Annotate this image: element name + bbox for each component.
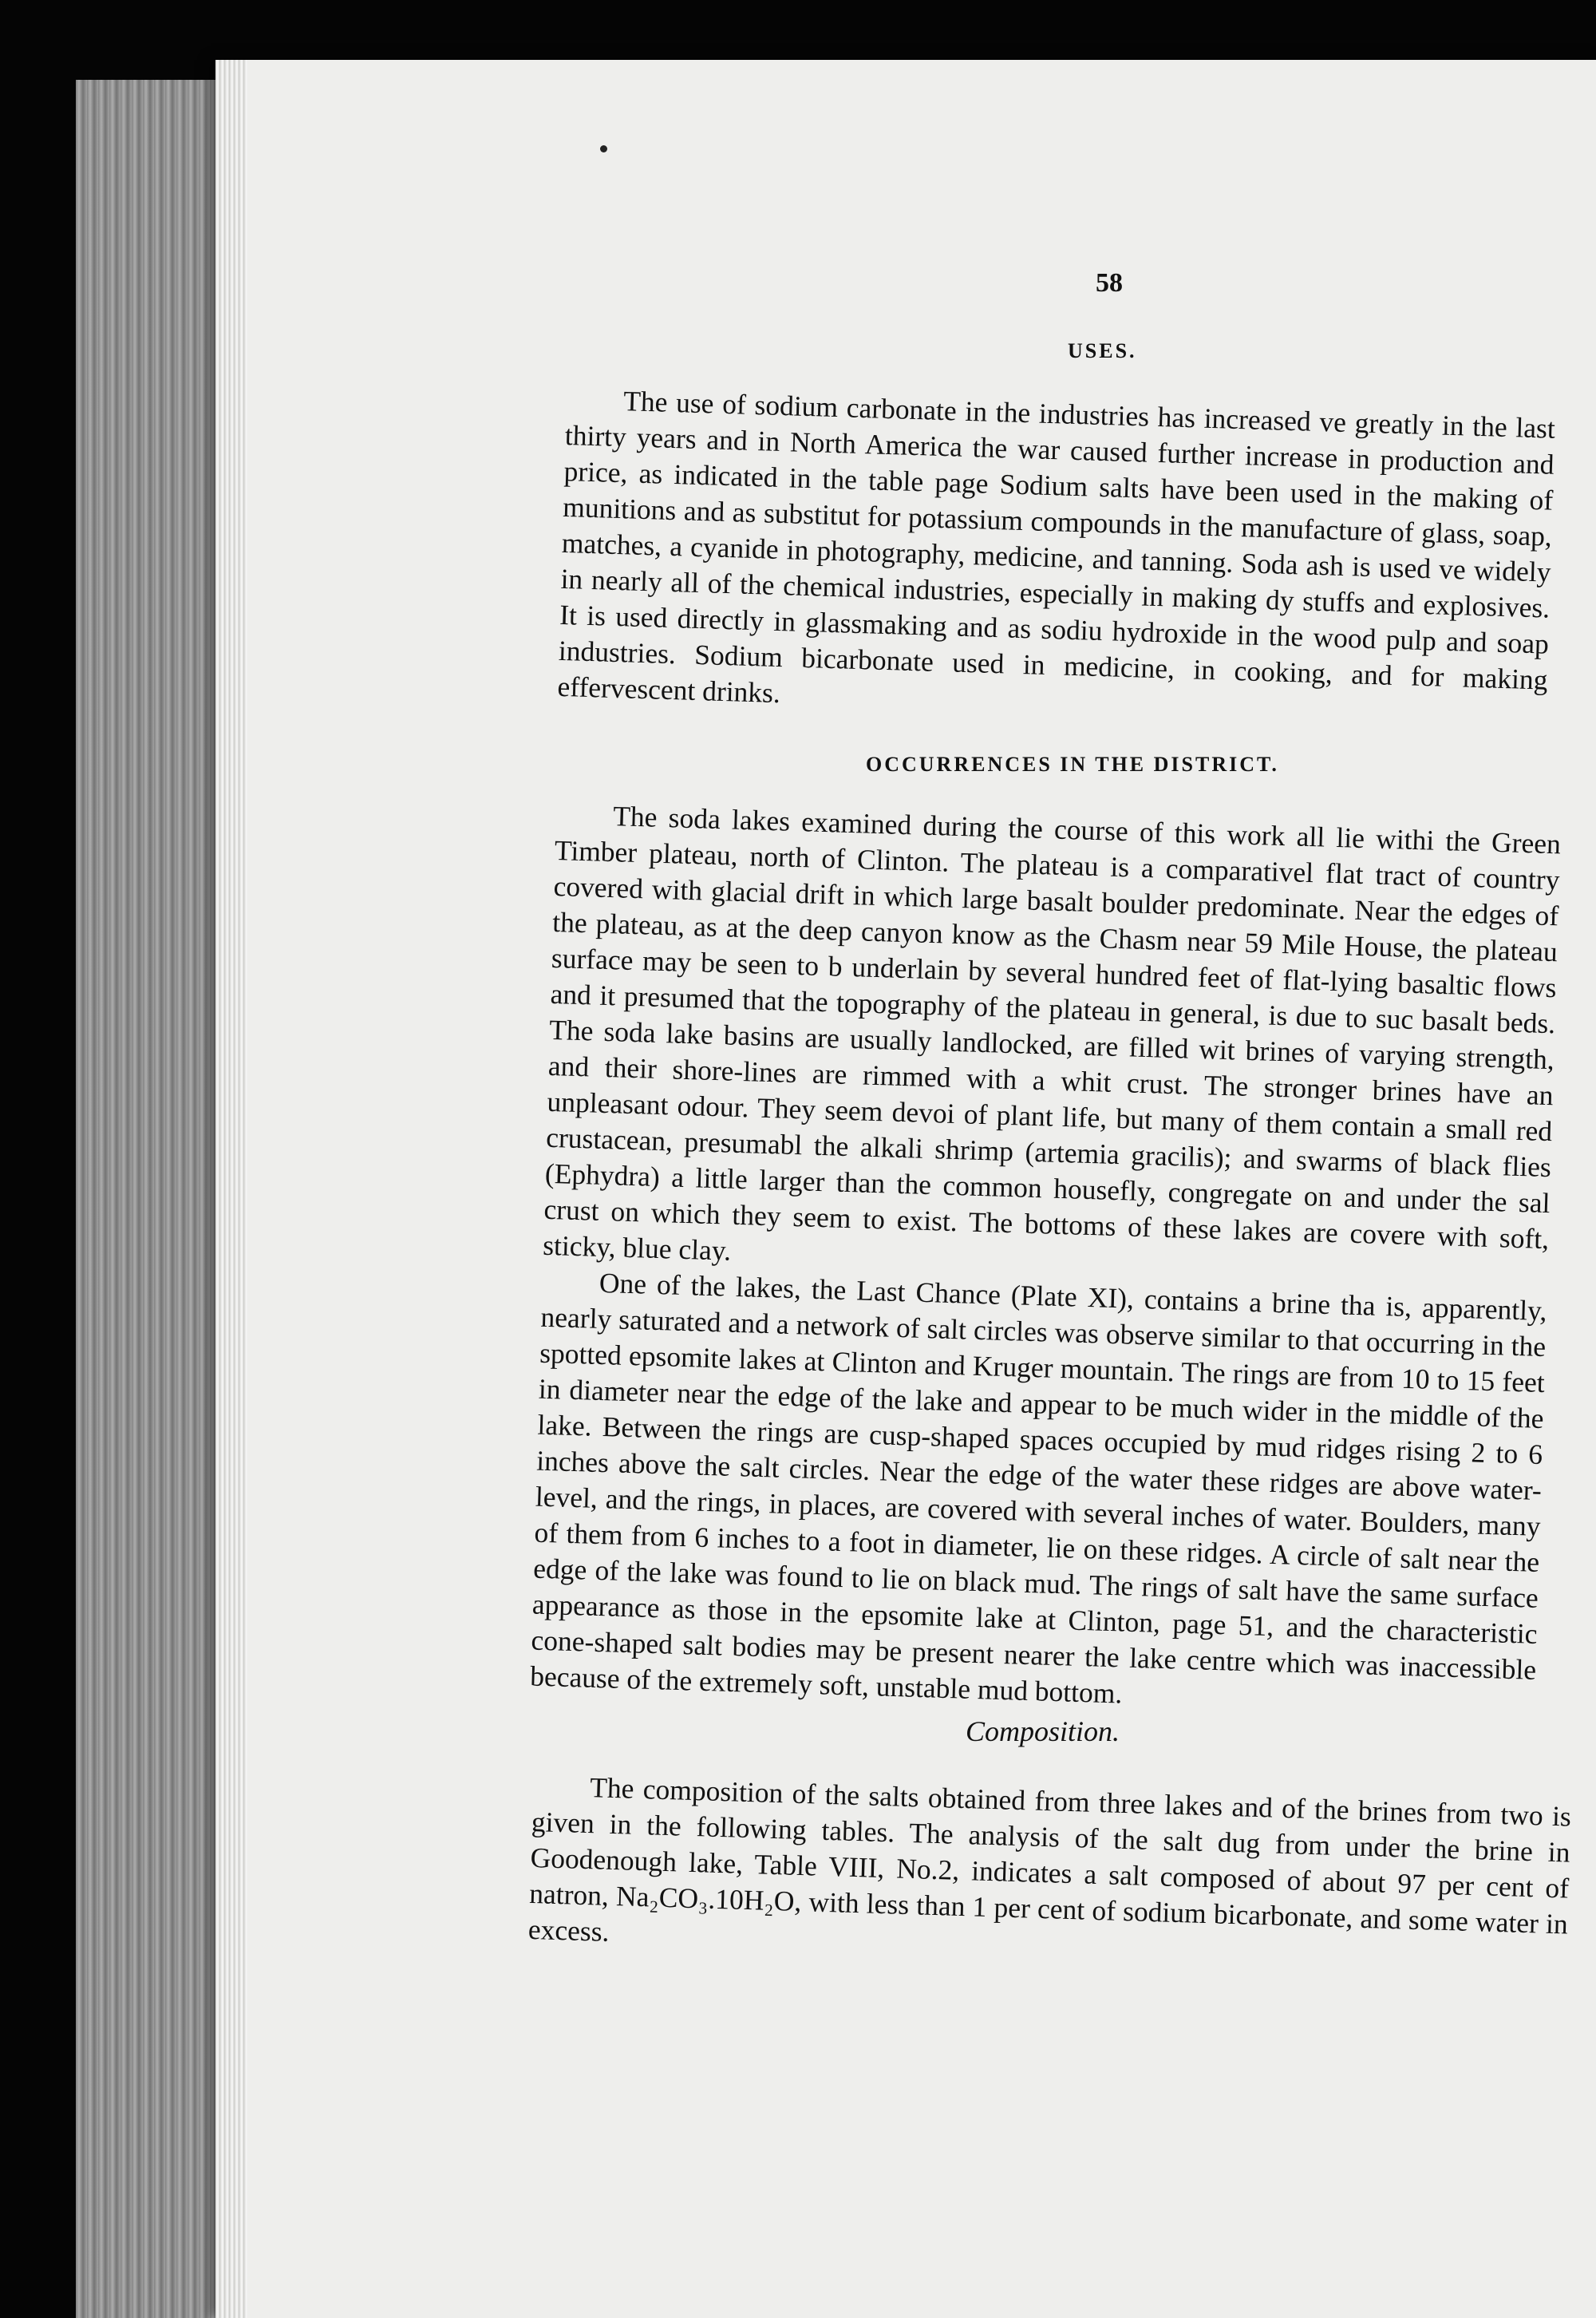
section-heading-uses: USES. [1068,339,1137,362]
page-stack-edge [215,60,247,2318]
section-heading-composition: Composition. [966,1715,1120,1747]
paragraph-occurrences-2: One of the lakes, the Last Chance (Plate XI), contains a brine tha is, apparently, nearly saturated and a network of salt circles was observe similar to that occurring in the spotted epsomite lakes at Clinton and Kruger mountain. The rings are from 10 to 15 feet in diameter near the edge of the lake and appear to be much wider in the middle of the lake. Between the rings are cusp-shaped spaces occupied by mud ridges rising 2 to 6 inches above the salt circles. Near the edge of the water these ridges are above water-level, and the rings, in places, are covered with several inches of water. Boulders, many of them from 6 inches to a foot in diameter, lie on these ridges. A circle of salt near the edge of the lake was found to lie on black mud. The rings of salt have the same surface appearance as those in the epsomite lake at Clinton, page 51, and the characteristic cone-shaped salt bodies may be present nearer the lake centre which was inaccessible because of the extremely soft, unstable mud bottom. [529,1266,1548,1710]
paragraph-composition: The composition of the salts obtained from three lakes and of the brines from two is given in the following tables. The analysis of the salt dug from under the brine in Goodenough lake, Table VIII, No.2, indicates a salt composed of about 97 per cent of natron, Na₂CO₃.10H₂O, with less than 1 per cent of sodium bicarbonate, and some water in excess. [527,1771,1572,1948]
page-number: 58 [1096,268,1123,298]
page-speck [600,145,607,152]
section-body-composition [527,1768,1571,1979]
section-heading-occurrences: OCCURRENCES IN THE DISTRICT. [866,753,1279,776]
scanner-background [76,80,215,2318]
section-body-occurrences [530,797,1562,1724]
paragraph-occurrences-1: The soda lakes examined during the course of this work all lie withi the Green Timber plateau, north of Clinton. The plateau is a comparativel flat tract of country covered with glacial drift in which large basalt boulder predominate. Near the edges of the plateau, as at the deep canyon know as the Chasm near 59 Mile House, the plateau surface may be seen to b underlain by several hundred feet of flat-lying basaltic flows and it presumed that the topography of the plateau in general, is due to suc basalt beds. The soda lake basins are usually landlocked, are filled wit brines of varying strength, and their shore-lines are rimmed with a whit crust. The stronger brines have an unpleasant odour. They seem devoi of plant life, but many of them contain a small red crustacean, presumabl the alkali shrimp (artemia gracilis); and swarms of black flies (Ephydra) a little larger than the common housefly, congregate on and under the sal crust on which they seem to exist. The bottoms of these lakes are covere with soft, sticky, blue clay. [542,800,1562,1267]
paragraph-uses: The use of sodium carbonate in the industries has increased ve greatly in the last thirty years and in North America the war caused further increase in production and price, as indicated in the table page Sodium salts have been used in the making of munitions and as substitut for potassium compounds in the manufacture of glass, soap, matches, a cyanide in photography, medicine, and tanning. Soda ash is used ve widely in nearly all of the chemical industries, especially in making dy stuffs and explosives. It is used directly in glassmaking and as sodiu hydroxide in the wood pulp and soap industries. Sodium bicarbonate used in medicine, in cooking, and for making effervescent drinks. [557,385,1556,710]
section-body-uses [557,382,1555,734]
